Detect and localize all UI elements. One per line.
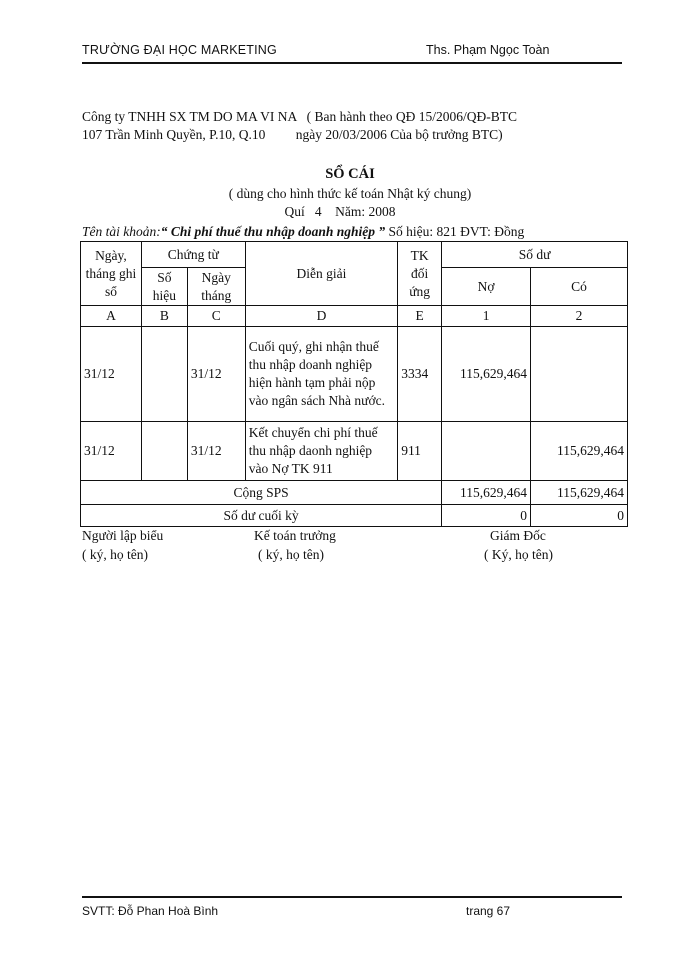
row-debit: 115,629,464 — [442, 327, 531, 422]
document-period: Quí 4 Năm: 2008 — [284, 204, 396, 219]
company-line-1: Công ty TNHH SX TM DO MA VI NA ( Ban hành theo QĐ 15/2006/QĐ-BTC — [82, 109, 518, 124]
code-cell: 2 — [531, 306, 628, 327]
header-description: Diễn giải — [245, 242, 397, 306]
header-debit: Nợ — [442, 268, 531, 306]
account-name: “ Chi phí thuế thu nhập doanh nghiệp ” — [160, 224, 386, 239]
student-name: SVTT: Đỗ Phan Hoà Bình — [82, 904, 219, 918]
ending-balance-credit: 0 — [531, 505, 628, 527]
table-row — [81, 327, 628, 422]
header-voucher-no: Số hiệu — [141, 268, 187, 306]
page-footer — [82, 896, 622, 922]
code-cell: 1 — [442, 306, 531, 327]
header-date: Ngày, tháng ghi sổ — [81, 242, 142, 306]
code-cell: D — [245, 306, 397, 327]
signature-block — [82, 528, 622, 568]
preparer-title: Người lập biểu — [82, 528, 164, 543]
row-description: Kết chuyển chi phí thuế thu nhập daonh nghiệp vào Nợ TK 911 — [245, 422, 397, 481]
code-cell: C — [187, 306, 245, 327]
document-subtitle: ( dùng cho hình thức kế toán Nhật ký chung) — [228, 186, 472, 201]
account-label: Tên tài khoản: — [82, 224, 161, 239]
totals-row — [81, 481, 628, 505]
row-contra-account: 3334 — [398, 327, 442, 422]
school-name: TRƯỜNG ĐẠI HỌC MARKETING — [82, 43, 277, 57]
page-number: trang 67 — [466, 904, 511, 918]
ending-balance-row — [81, 505, 628, 527]
row-date: 31/12 — [81, 422, 142, 481]
row-credit: 115,629,464 — [531, 422, 628, 481]
code-cell: E — [398, 306, 442, 327]
row-voucher-date: 31/12 — [187, 327, 245, 422]
page-header — [82, 40, 622, 64]
row-voucher-date: 31/12 — [187, 422, 245, 481]
company-line-2: 107 Trần Minh Quyền, P.10, Q.10 ngày 20/03/2006 Của bộ trưởng BTC) — [82, 127, 503, 142]
ledger-table — [80, 241, 628, 527]
document-title: SỔ CÁI — [325, 166, 375, 182]
account-code: Số hiệu: 821 ĐVT: Đồng — [385, 224, 525, 239]
code-cell: B — [141, 306, 187, 327]
ending-balance-debit: 0 — [442, 505, 531, 527]
row-description: Cuối quý, ghi nhận thuế thu nhập doanh nghiệp hiện hành tạm phải nộp vào ngân sách Nhà nước. — [245, 327, 397, 422]
row-contra-account: 911 — [398, 422, 442, 481]
code-cell: A — [81, 306, 142, 327]
header-credit: Có — [531, 268, 628, 306]
row-debit — [442, 422, 531, 481]
director-title: Giám Đốc — [490, 528, 546, 543]
header-voucher-date: Ngày tháng — [187, 268, 245, 306]
header-balance: Số dư — [442, 242, 628, 268]
director-note: ( Ký, họ tên) — [484, 547, 553, 562]
header-voucher: Chứng từ — [141, 242, 245, 268]
totals-debit: 115,629,464 — [442, 481, 531, 505]
account-line — [82, 224, 524, 240]
row-credit — [531, 327, 628, 422]
row-date: 31/12 — [81, 327, 142, 422]
table-row — [81, 422, 628, 481]
preparer-note: ( ký, họ tên) — [82, 547, 148, 562]
teacher-name: Ths. Phạm Ngọc Toàn — [426, 43, 550, 57]
header-contra-account: TK đối ứng — [398, 242, 442, 306]
ending-balance-label: Số dư cuối kỳ — [81, 505, 442, 527]
accountant-note: ( ký, họ tên) — [258, 547, 324, 562]
totals-credit: 115,629,464 — [531, 481, 628, 505]
totals-label: Cộng SPS — [81, 481, 442, 505]
accountant-title: Kế toán trưởng — [254, 528, 336, 543]
row-voucher-no — [141, 422, 187, 481]
row-voucher-no — [141, 327, 187, 422]
